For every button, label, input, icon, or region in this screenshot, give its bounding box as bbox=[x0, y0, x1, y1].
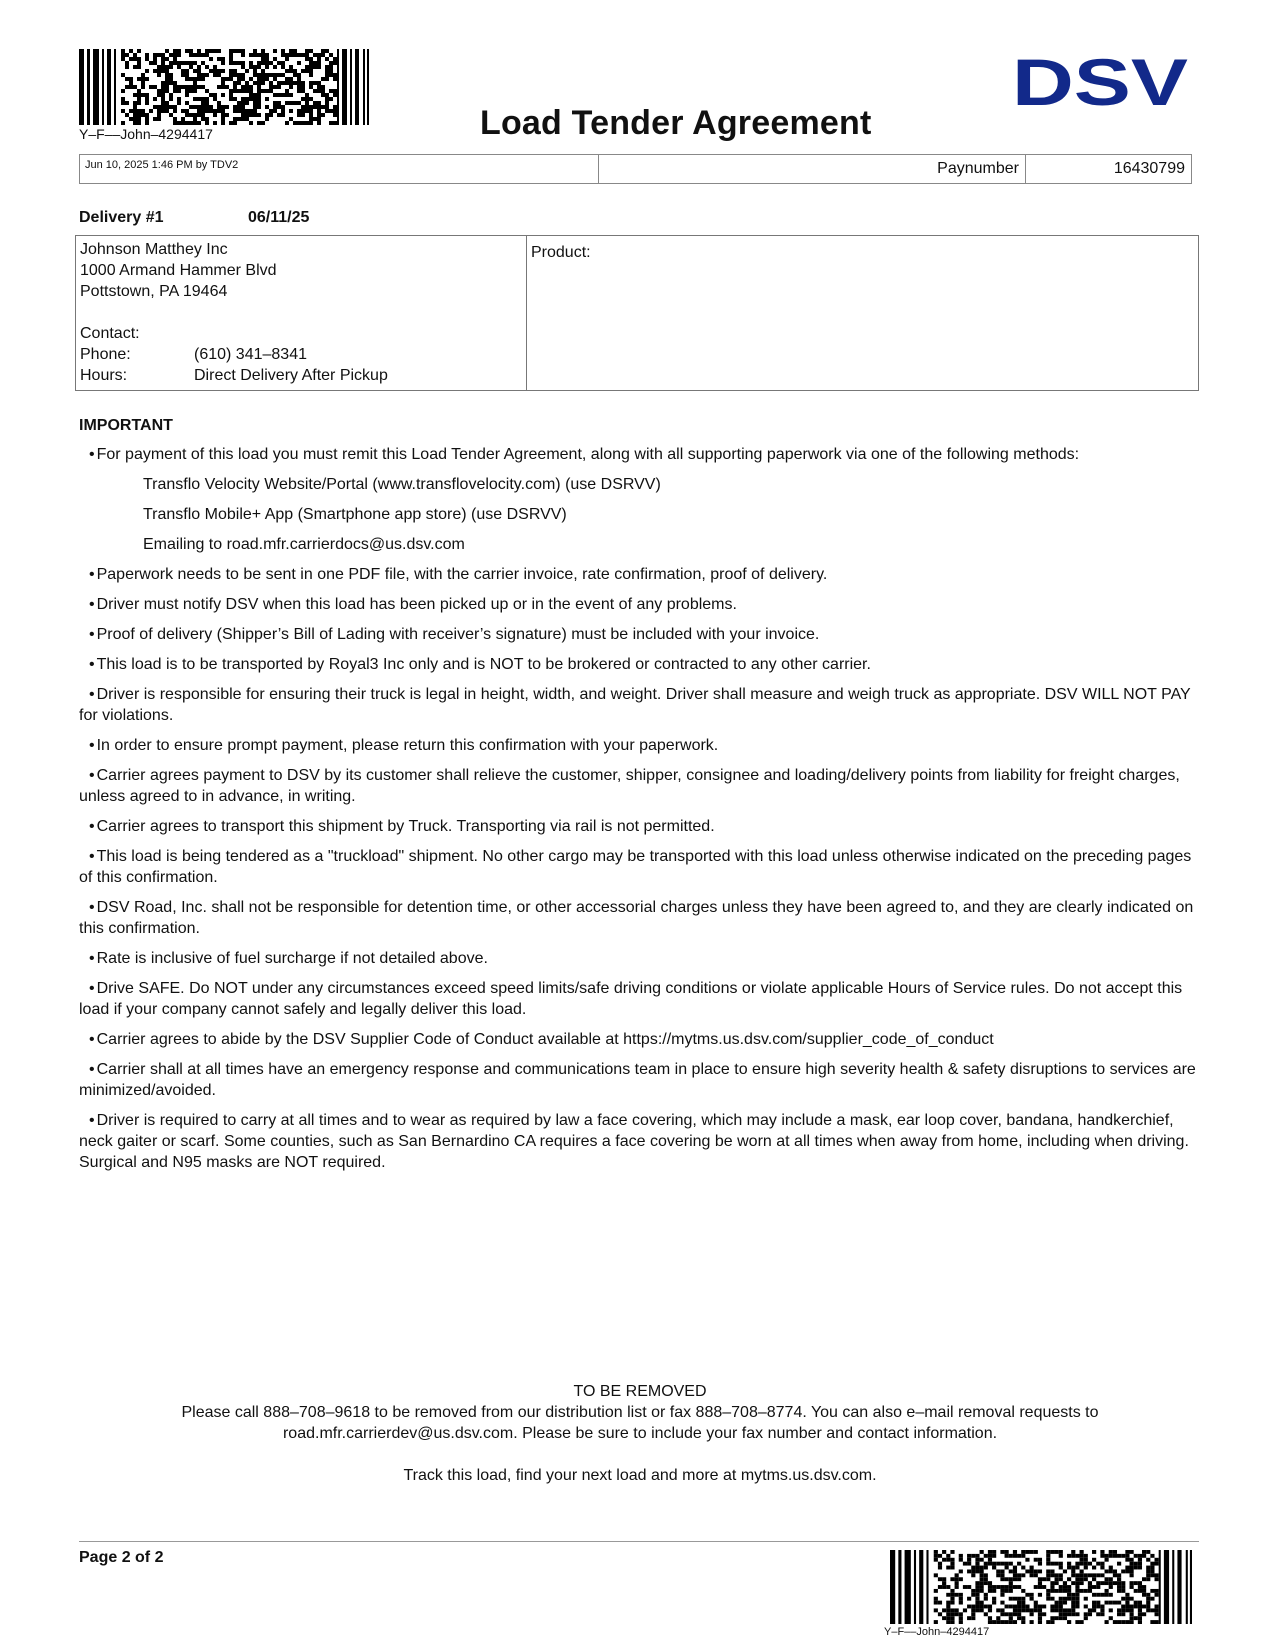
note-item: • DSV Road, Inc. shall not be responsible for detention time, or other accessorial charges unless they have been agreed to, and they are clearly indicated on this confirmation. bbox=[79, 897, 1201, 939]
note-item: • Driver is responsible for ensuring their truck is legal in height, width, and weight. Driver shall measure and weigh truck as appropriate. DSV WILL NOT PAY for violations. bbox=[79, 684, 1201, 726]
barcode-top bbox=[79, 49, 369, 125]
payment-method: Transflo Mobile+ App (Smartphone app store) (use DSRVV) bbox=[143, 506, 567, 523]
barcode-caption: Y–F––John–4294417 bbox=[79, 126, 213, 142]
track-text: Track this load, find your next load and more at mytms.us.dsv.com. bbox=[403, 1467, 877, 1484]
note-item: • Paperwork needs to be sent in one PDF file, with the carrier invoice, rate confirmation, proof of delivery. bbox=[79, 564, 1201, 585]
note-item: • Driver must notify DSV when this load has been picked up or in the event of any problems. bbox=[79, 594, 1201, 615]
svg-text:DSV: DSV bbox=[1012, 55, 1188, 109]
phone-row bbox=[80, 344, 522, 365]
meta-row bbox=[79, 154, 1192, 184]
hours-label: Hours: bbox=[80, 367, 128, 384]
page-number: Page 2 of 2 bbox=[79, 1549, 164, 1566]
phone-value: (610) 341–8341 bbox=[194, 346, 307, 363]
note-item: • Drive SAFE. Do NOT under any circumstances exceed speed limits/safe driving conditions or violate applicable Hours of Service rules. Do not accept this load if your company cannot safely and legally deliver this load. bbox=[79, 978, 1201, 1020]
removal-text: Please call 888–708–9618 to be removed from our distribution list or fax 888–708–8774. You can also e–mail removal requests to road.mfr.carrierdev@us.dsv.com. Please be sure to include your fax number and contact information. bbox=[181, 1404, 1099, 1442]
barcode-caption-bottom: Y–F––John–4294417 bbox=[884, 1626, 990, 1638]
contact-label: Contact: bbox=[80, 325, 140, 342]
note-item: • Carrier agrees payment to DSV by its customer shall relieve the customer, shipper, consignee and loading/delivery points from liability for freight charges, unless agreed to in advance, in writing. bbox=[79, 765, 1201, 807]
note-item: • Carrier agrees to abide by the DSV Supplier Code of Conduct available at https://mytms.us.dsv.com/supplier_code_of_conduct bbox=[79, 1029, 1201, 1050]
hours-row bbox=[80, 365, 522, 386]
delivery-label: Delivery #1 bbox=[79, 209, 164, 226]
removal-heading: TO BE REMOVED bbox=[573, 1383, 707, 1400]
delivery-box bbox=[75, 235, 1199, 391]
note-item: • Proof of delivery (Shipper’s Bill of Lading with receiver’s signature) must be included with your invoice. bbox=[79, 624, 1201, 645]
generated-stamp: Jun 10, 2025 1:46 PM by TDV2 bbox=[80, 155, 599, 183]
address-line-2: Pottstown, PA 19464 bbox=[80, 283, 228, 300]
paynumber-value: 16430799 bbox=[1113, 160, 1185, 177]
hours-value: Direct Delivery After Pickup bbox=[194, 367, 388, 384]
important-heading: IMPORTANT bbox=[79, 417, 173, 434]
phone-label: Phone: bbox=[80, 346, 131, 363]
product-cell bbox=[527, 236, 1198, 390]
delivery-date: 06/11/25 bbox=[248, 209, 310, 226]
note-item: • This load is to be transported by Royal3 Inc only and is NOT to be brokered or contracted to any other carrier. bbox=[79, 654, 1201, 675]
payment-method: Emailing to road.mfr.carrierdocs@us.dsv.com bbox=[143, 536, 465, 553]
note-item: • Driver is required to carry at all times and to wear as required by law a face covering, which may include a mask, ear loop cover, bandana, handkerchief, neck gaiter or scarf. Some counties, such as San Bernardino CA requires a face covering be worn at all times when away from home, including when driving. Surgical and N95 masks are NOT required. bbox=[79, 1110, 1201, 1173]
page-title: Load Tender Agreement bbox=[480, 104, 872, 142]
address-line-1: 1000 Armand Hammer Blvd bbox=[80, 262, 277, 279]
company-name: Johnson Matthey Inc bbox=[80, 241, 228, 258]
removal-notice bbox=[110, 1381, 1170, 1486]
payment-method: Transflo Velocity Website/Portal (www.transflovelocity.com) (use DSRVV) bbox=[143, 476, 661, 493]
product-label: Product: bbox=[531, 244, 591, 261]
barcode-bottom bbox=[890, 1550, 1192, 1624]
note-item: • This load is being tendered as a "truckload" shipment. No other cargo may be transported with this load unless otherwise indicated on the preceding pages of this confirmation. bbox=[79, 846, 1201, 888]
dsv-logo bbox=[1012, 55, 1188, 109]
note-item: • Rate is inclusive of fuel surcharge if not detailed above. bbox=[79, 948, 1201, 969]
note-item: • For payment of this load you must remit this Load Tender Agreement, along with all supporting paperwork via one of the following methods: bbox=[79, 444, 1201, 465]
footer-divider bbox=[79, 1541, 1199, 1542]
note-item: • Carrier agrees to transport this shipment by Truck. Transporting via rail is not permitted. bbox=[79, 816, 1201, 837]
note-item: • Carrier shall at all times have an emergency response and communications team in place to ensure high severity health & safety disruptions to services are minimized/avoided. bbox=[79, 1059, 1201, 1101]
note-item: • In order to ensure prompt payment, please return this confirmation with your paperwork. bbox=[79, 735, 1201, 756]
paynumber-label: Paynumber bbox=[599, 155, 1026, 183]
important-notes bbox=[79, 444, 1201, 1182]
delivery-address bbox=[76, 236, 527, 390]
